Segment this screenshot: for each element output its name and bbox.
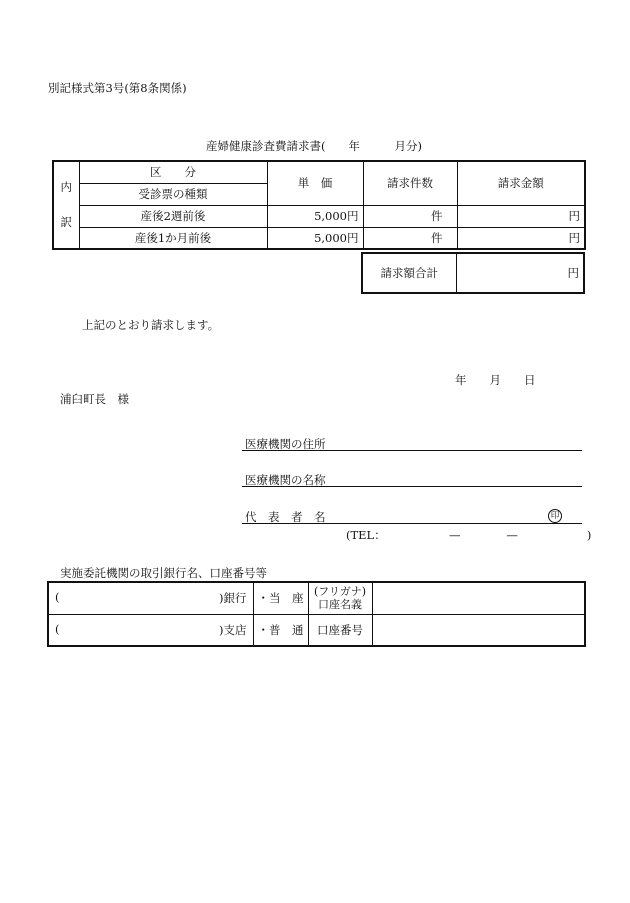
detail-side-label: 内 訳 [53, 161, 79, 249]
page-title: 産婦健康診査費請求書( 年 月分) [206, 139, 422, 153]
account-number-value[interactable] [372, 614, 585, 646]
bank-section-title: 実施委託機関の取引銀行名、口座番号等 [60, 566, 267, 580]
row-count[interactable]: 件 [363, 227, 457, 249]
header-category: 区 分 [79, 161, 267, 183]
bank-name-cell[interactable]: ( )銀行 [48, 582, 253, 614]
header-count: 請求件数 [363, 161, 457, 205]
address-label: 医療機関の住所 [245, 437, 326, 451]
table-row [53, 227, 585, 249]
header-ticket-type: 受診票の種類 [79, 183, 267, 205]
row-type: 産後2週前後 [79, 205, 267, 227]
date-field[interactable]: 年 月 日 [455, 373, 536, 387]
account-number-label: 口座番号 [308, 614, 372, 646]
name-label: 医療機関の名称 [245, 473, 326, 487]
row-price: 5,000円 [267, 205, 363, 227]
addressee: 浦臼町長 様 [60, 392, 129, 406]
billing-table [52, 160, 586, 250]
total-amount[interactable]: 円 [456, 253, 584, 293]
header-unit-price: 単 価 [267, 161, 363, 205]
account-type-current[interactable]: ・当 座 [253, 582, 308, 614]
total-table [361, 252, 585, 294]
name-line[interactable] [242, 486, 582, 487]
total-label: 請求額合計 [362, 253, 456, 293]
holder-label: (フリガナ) 口座名義 [308, 582, 372, 614]
representative-line[interactable] [242, 523, 582, 524]
row-amount[interactable]: 円 [457, 227, 585, 249]
tel-field[interactable]: (TEL： — — ) [346, 528, 592, 542]
row-amount[interactable]: 円 [457, 205, 585, 227]
seal-mark: 印 [548, 509, 562, 523]
bank-table [47, 581, 586, 647]
account-type-savings[interactable]: ・普 通 [253, 614, 308, 646]
row-count[interactable]: 件 [363, 205, 457, 227]
statement-text: 上記のとおり請求します。 [82, 318, 220, 332]
row-type: 産後1か月前後 [79, 227, 267, 249]
row-price: 5,000円 [267, 227, 363, 249]
header-amount: 請求金額 [457, 161, 585, 205]
representative-label: 代 表 者 名 [245, 510, 326, 524]
table-row [53, 205, 585, 227]
holder-value[interactable] [372, 582, 585, 614]
branch-name-cell[interactable]: ( )支店 [48, 614, 253, 646]
form-reference: 別記様式第3号(第8条関係) [48, 81, 187, 95]
address-line[interactable] [242, 450, 582, 451]
